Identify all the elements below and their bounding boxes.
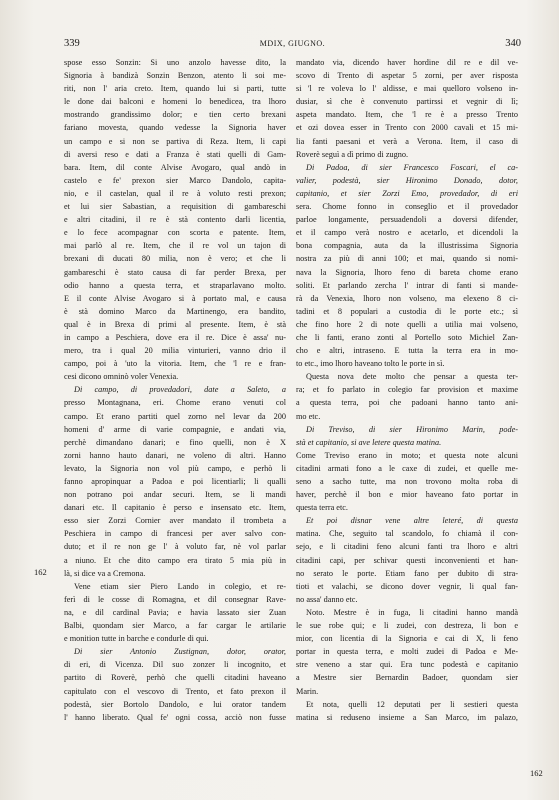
text-line: esso sier Zorzi Cornier aver mandato il trombeta a (64, 516, 286, 526)
text-line: parloe longamente, persuadendoli a doversi difender, (296, 215, 518, 225)
text-line: to etc., imo lhoro haveano tolto le porte in sì. (296, 359, 445, 369)
left-margin-number: 162 (34, 567, 47, 577)
text-line: Di Treviso, di sier Hironimo Marin, pode- (306, 424, 518, 434)
text-line: mostrando grandissimo dolor; e tien certo brexani (64, 110, 286, 120)
text-line: levato, la Signoria non vol più campo, e perhò li (64, 463, 286, 473)
text-line: et il campo verà nostro e acetarlo, et dicendoli la (296, 228, 518, 238)
text-line: seno a sacho tutte, ma non trovono molta roba di (296, 477, 518, 486)
text-line: cesi dicono omninò voler Venexia. (64, 372, 179, 382)
text-line: sera. Chome fonno in conseglio et il provedador (296, 202, 518, 212)
text-line: campo, poi à 'uto la vitoria. Item, che 'l re e fran- (64, 359, 286, 369)
text-line: Come Treviso erano in moto; et questa note alcuni (296, 450, 518, 460)
text-line: di aversi reso e dati a Franza è stati quelli di Gam- (64, 149, 286, 159)
text-line: cho e altri, intraseno. E tutta la terra era in mo- (296, 346, 518, 356)
text-line: matina. Che, seguito tal scandolo, fo chiamà il con- (296, 529, 518, 539)
text-line: dusiar, sì che è convenuto partirssi et vegnir di lì; (296, 97, 518, 107)
running-title: MDIX, GIUGNO. (259, 39, 326, 48)
text-line: et ozi dovea esser in Trento con 2000 cavali et 15 mi- (296, 123, 518, 133)
text-line: fariano movesta, quando vedesse la Signoria haver (64, 123, 286, 133)
text-line: homeni d' arme di varie compagnie, e andati via, (64, 424, 286, 434)
text-line: ferì di le cosse di Romagna, et dil consegnar Rave- (64, 594, 286, 604)
right-page-number: 340 (505, 38, 521, 49)
text-line: no serato le porte. Etiam fano per dubito di stra- (296, 568, 518, 578)
text-line: valier, podestà, sier Hironimo Donado, dotor, (296, 175, 518, 185)
text-line: aspeta mandato. Item, che 'l re è a presso Trento (296, 110, 518, 120)
text-line: campo. Et erano partiti quel zorno nel levar da 200 (64, 411, 286, 421)
text-line: tadini et 8 populari a custodia di le porte etc.; sì (296, 306, 518, 316)
text-line: zorni hanno hauto danari, ne voleno di altri. Hanno (64, 450, 286, 460)
text-line: stà et capitanio, si ave letere questa matina. (296, 437, 442, 447)
text-line: scovo di Trento di aspetar 5 zorni, per aver risposta (296, 71, 518, 81)
text-line: non potrano poi andar securi. Item, se li mandi (64, 490, 286, 500)
text-line: E il conte Alvise Avogaro si à portato mal, e causa (64, 293, 286, 303)
text-line: a questa terra, poi che padoani hanno tanto ani- (296, 398, 518, 408)
text-line: fanno apropinquar a Padoa e poi licentiarli; li qualli (64, 477, 286, 486)
text-line: mero, tra i qual 20 milia vinturieri, vanno drio il (64, 346, 286, 356)
text-line: Balbi, quondam sier Marco, a far cargar le artilarie (64, 621, 286, 631)
text-line: na, e dil cardinal Pavia; e havia lassato sier Zuan (64, 607, 286, 617)
text-line: podestà, sier Bortolo Dandolo, e lui orator tandem (64, 699, 286, 709)
text-line: di eri, di Vicenza. Dil suo zonzer li incognito, et (64, 660, 286, 670)
text-line: capitulato con el vescovo di Trento, et fato prexon il (64, 686, 286, 696)
text-line: le sue robe qui; e li zudei, con destreza, li bon e (296, 621, 518, 631)
text-line: haver, perchè il bon e mior haveano fato portar in (296, 490, 518, 500)
text-line: e altri citadini, il re è stà contento darli licentia, (64, 215, 286, 225)
text-line: spose esso Sonzin: Si uno anzolo havesse dito, la (64, 58, 286, 67)
text-line: Noto. Mestre è in fuga, li citadini hanno mandà (306, 607, 518, 617)
text-line: Di sier Antonio Zustignan, dotor, orator, (74, 647, 286, 657)
text-line: si 'l re voleva lo l' aldisse, e mai quelloro volseno in- (296, 84, 518, 94)
text-line: mo etc. (296, 411, 321, 421)
text-line: Roverè seguì a dì primo di zugno. (296, 149, 409, 159)
text-line: matina si reduseno insieme a San Marco, im palazo, (296, 712, 518, 722)
text-line: che li fanti, erano zonti al Portello soto Michiel Zan- (296, 332, 518, 342)
text-line: no assa' danno etc. (296, 594, 358, 604)
left-text-column (64, 56, 286, 776)
text-line: le done dai balconi e homeni lo benedicea, tra lhoro (64, 97, 286, 107)
text-line: Vene etiam sier Piero Lando in colegio, et re- (74, 581, 286, 591)
text-line: nio, e il castelan, qual il re à voluto resti prexon; (64, 188, 286, 198)
text-line: lia fanti paesani et verà a Verona. Item, il caso di (296, 136, 518, 146)
text-line: a Mestre sier Bernardin Badoer, quondam sier (296, 673, 518, 683)
text-line: bara. Item, dil conte Alvise Avogaro, qual andò in (64, 162, 286, 172)
text-line: a niuno. Et che dito campo era tirato 5 mia più in (64, 555, 286, 565)
text-line: mior, con licentia di la Signoria e cai di X, li feno (296, 634, 518, 644)
text-line: capitanio, et sier Zorzi Emo, provedador, di eri (296, 188, 518, 198)
text-line: gambareschi è stato causa di far perder Brexa, per (64, 267, 286, 277)
text-line: castelo e fe' prexon sier Marco Dandolo, capita- (64, 175, 286, 185)
text-line: l' hanno liberato. Qual fe' ogni cossa, acciò non fusse (64, 712, 286, 722)
text-line: bona compagnia, auta da la illustrissima Signoria (296, 241, 518, 251)
text-line: duto; et il re non ge l' à voluto far, nè vol parlar (64, 542, 286, 552)
text-line: brexani di ducati 80 milia, non è vero; et che li (64, 254, 286, 264)
text-line: che fino hore 2 di note quelli a utilia mai volseno, (296, 319, 518, 329)
text-line: partito di Roverè, perhò che quelli citadini haveano (64, 673, 286, 683)
right-margin-number: 162 (530, 768, 543, 778)
text-line: è stà domino Marco da Martinengo, era bandito, (64, 306, 286, 316)
text-line: ra; et fo parlato in colegio far provision et maxime (296, 385, 518, 395)
text-line: Et nota, quelli 12 deputati per li sestieri questa (306, 699, 518, 709)
text-line: mai parlò al re. Item, che il re vol un tajon di (64, 241, 286, 251)
text-line: stre veneno a star qui. Era tunc podestà e capitanio (296, 660, 518, 670)
text-line: nava la Signoria, lhoro feno di bareta chome erano (296, 267, 518, 277)
text-line: Di campo, di provedadori, date a Saleto, a (74, 385, 286, 395)
text-line: Et poi disnar vene altre leteré, di questa (306, 516, 518, 526)
text-line: rà da Venexia, lhoro non volseno, ma elexeno 8 ci- (296, 293, 518, 303)
text-line: mandato via, dicendo haver hordine dil re e dil ve- (296, 58, 518, 67)
text-line: e lo fece acompagnar con scorta e patente. Item, (64, 228, 286, 238)
text-line: danari etc. Il capitanio è perso e insensato etc. Item, (64, 503, 286, 513)
text-line: riti, non l' aria creto. Item, quando lui si parti, tutte (64, 84, 286, 94)
text-line: un campo e si non se partiva di Reza. Item, li capi (64, 136, 286, 146)
text-line: Marin. (296, 686, 319, 696)
text-line: odio hanno a questa terra, et straparlavano molto. (64, 280, 286, 290)
text-line: là, si dice va a Cremona. (64, 568, 146, 578)
left-page-number: 339 (64, 38, 80, 49)
text-line: nostra za più di anni 100; et mai, quando si nomi- (296, 254, 518, 264)
text-line: Signoria à bandizà Sonzin Benzon, atento li soi me- (64, 71, 286, 81)
text-line: et lui sier Sabastian, a requisition di gambareschi (64, 202, 286, 212)
text-line: citadini armati fono a le caxe di zudei, et quelle me- (296, 463, 518, 473)
text-line: citadini capi, per schivar questi inconvenienti et han- (296, 555, 518, 565)
text-line: Peschiera in campo di francesi per aver salvo con- (64, 529, 286, 539)
text-line: Di Padoa, di sier Francesco Foscari, el ca- (306, 162, 518, 172)
running-header (64, 38, 521, 54)
text-line: Questa nova dete molto che pensar a questa ter- (306, 372, 518, 382)
right-text-column (296, 56, 518, 776)
text-line: perchè dimandano danari; e fino quelli, non è X (64, 437, 286, 447)
text-line: in campo a Peschiera, dove era il re. Dice è assa' nu- (64, 332, 286, 342)
text-line: soliti. Et parlando zercha l' intrar di fanti si mande- (296, 280, 518, 290)
text-line: tioti et valachi, se dicono dover vegnir, li qual fan- (296, 581, 518, 591)
text-line: questa terra etc. (296, 503, 348, 513)
text-line: e monition tutte in barche e condurle di qui. (64, 634, 209, 644)
text-line: portar in questa terra, e molti zudei di Padoa e Me- (296, 647, 518, 657)
text-line: presso Montagnana, eri. Chome erano venuti col (64, 398, 286, 408)
text-line: qual è in Brexa di primi al presente. Item, è stà (64, 319, 286, 329)
text-line: sejo, e li citadini feno alcuni fanti tra lhoro e altri (296, 542, 518, 552)
